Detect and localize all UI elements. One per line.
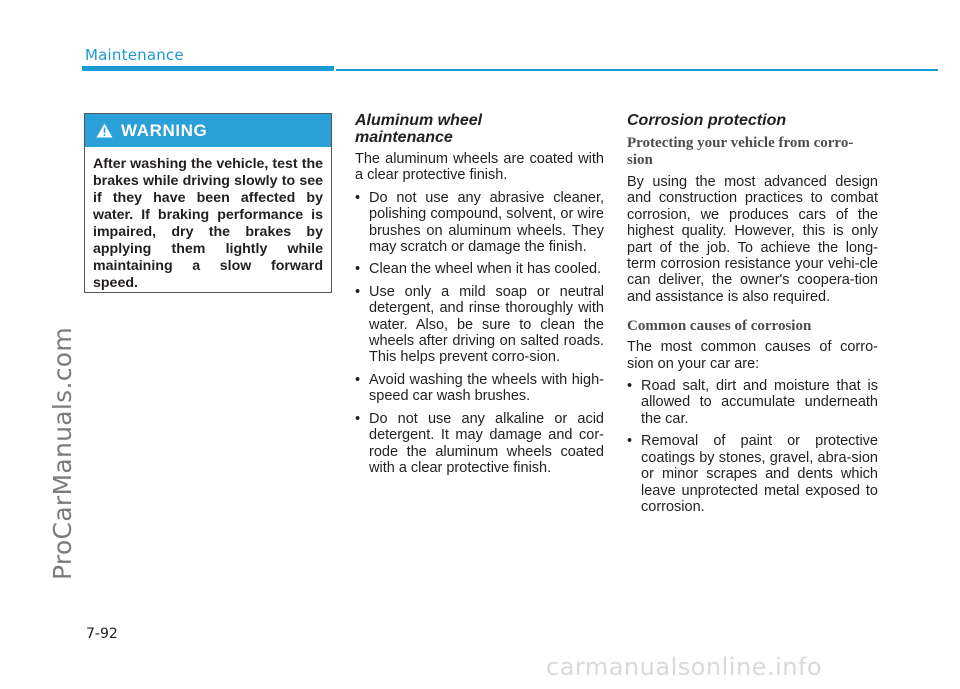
warning-title: WARNING (121, 120, 208, 140)
list-item: • Road salt, dirt and moisture that is allowed to accumulate underneath the car. (627, 378, 878, 427)
warning-triangle-icon (96, 123, 113, 138)
list-item: • Do not use any alkaline or acid detergent. It may damage and cor-rode the aluminum wheels coated with a clear protective finish. (355, 410, 604, 476)
corrosion-section (627, 112, 878, 515)
aluminum-bullets (355, 190, 604, 477)
aluminum-section (355, 112, 604, 476)
side-watermark: ProCarManuals.com (48, 326, 77, 580)
list-item: • Avoid washing the wheels with high-speed car wash brushes. (355, 371, 604, 405)
list-item: • Clean the wheel when it has cooled. (355, 261, 602, 278)
header-rule-thick (82, 66, 334, 71)
warning-header (85, 114, 331, 147)
warning-box (84, 113, 332, 293)
page-number: 7-92 (86, 626, 118, 642)
aluminum-heading: Aluminum wheel maintenance (355, 112, 483, 146)
corrosion-subheading-protecting: Protecting your vehicle from corro-sion (627, 135, 854, 168)
list-item: • Do not use any abrasive cleaner, polishing compound, solvent, or wire brushes on aluminum wheels. They may scratch or damage the finish. (355, 189, 604, 256)
footer-watermark: carmanualsonline.info (546, 653, 823, 681)
corrosion-bullets (627, 378, 878, 515)
causes-intro: The most common causes of corro-sion on your car are: (627, 339, 878, 372)
corrosion-subheading-causes: Common causes of corrosion (627, 318, 812, 335)
list-item: • Removal of paint or protective coatings by stones, gravel, abra-sion or minor scrapes and dents which leave unprotected metal exposed to corrosion. (627, 433, 878, 515)
aluminum-intro: The aluminum wheels are coated with a clear protective finish. (355, 151, 604, 184)
list-item: • Use only a mild soap or neutral detergent, and rinse thoroughly with water. Also, be sure to clean the wheels after driving on salted roads. This helps prevent corro-sion. (355, 283, 604, 366)
header-rule-thin (336, 69, 938, 71)
corrosion-heading: Corrosion protection (627, 112, 787, 129)
section-title: Maintenance (85, 46, 184, 64)
corrosion-paragraph: By using the most advanced design and construction practices to combat corrosion, we produces cars of the highest quality. However, this is only part of the job. To achieve the long-term corrosion resistance your vehi-cle can deliver, the owner's coopera-tion and assistance is also required. (627, 174, 878, 305)
warning-text: After washing the vehicle, test the brakes while driving slowly to see if they have been affected by water. If braking performance is impaired, dry the brakes by applying them lightly while maintaining a slow forward speed. (93, 156, 323, 291)
